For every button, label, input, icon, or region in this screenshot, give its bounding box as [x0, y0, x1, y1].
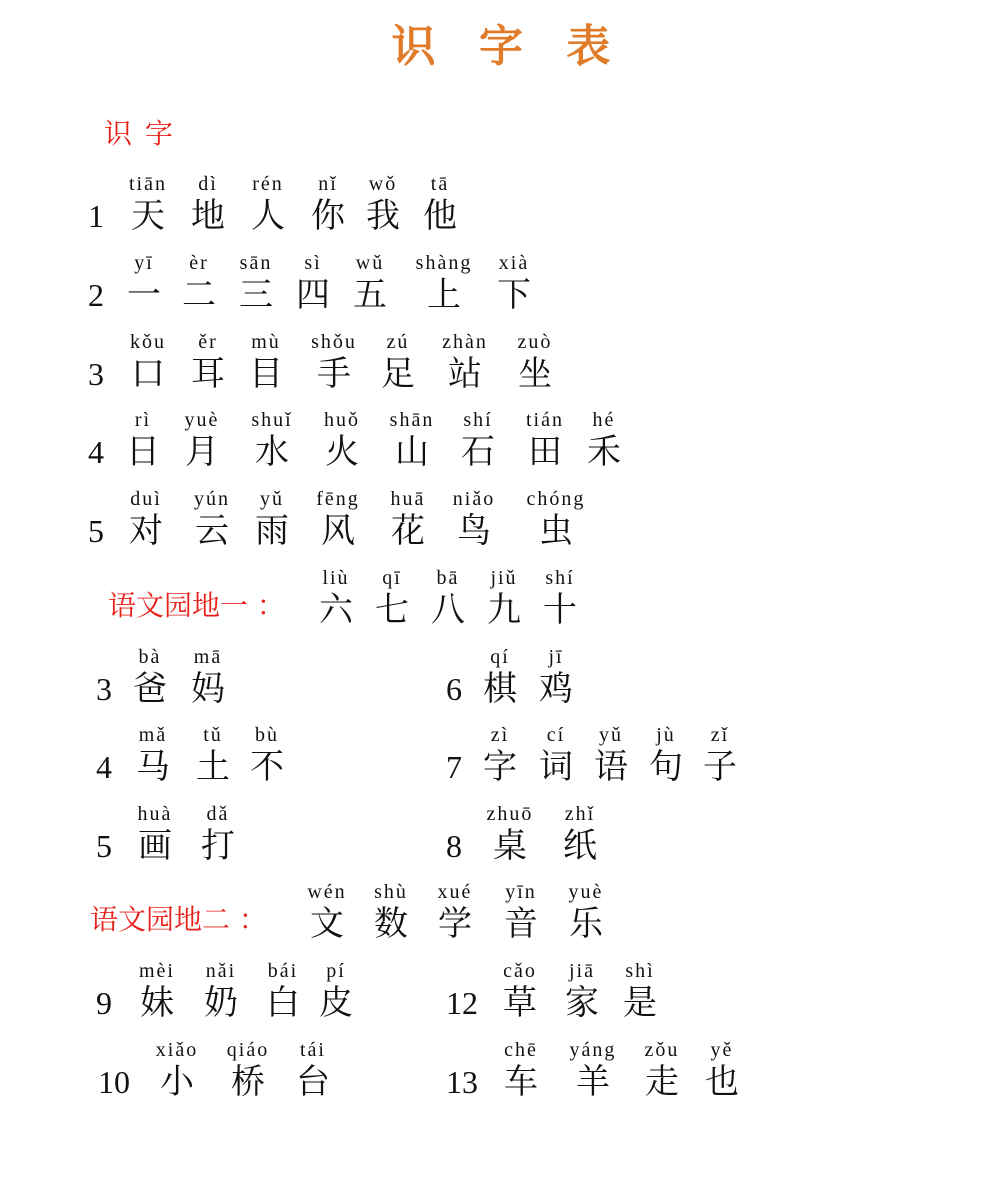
hanzi: 目	[249, 354, 283, 394]
pinyin: xiǎo	[155, 1039, 199, 1061]
pinyin: sì	[304, 252, 322, 274]
pinyin: zhuō	[486, 803, 534, 825]
pinyin: yī	[134, 252, 154, 274]
hanzi: 学	[438, 904, 472, 944]
hanzi: 花	[391, 511, 425, 551]
pinyin: jù	[656, 724, 676, 746]
hanzi: 语	[594, 747, 628, 787]
pinyin: tiān	[129, 173, 167, 195]
character-cell	[377, 408, 447, 472]
table-row	[0, 792, 986, 866]
pinyin: yuè	[568, 881, 604, 903]
lesson-number: 6	[446, 671, 462, 707]
hanzi: 乐	[569, 904, 603, 944]
character-cell	[443, 408, 513, 472]
hanzi: 雨	[255, 511, 289, 551]
pinyin: mǎ	[138, 724, 168, 746]
lesson-number: 3	[88, 356, 104, 392]
pinyin: zuò	[517, 331, 553, 353]
pinyin: wén	[307, 881, 347, 903]
hanzi: 八	[431, 590, 465, 630]
pinyin: yuè	[184, 409, 220, 431]
hanzi: 天	[131, 196, 165, 236]
hanzi: 白	[266, 983, 300, 1023]
lesson-number: 4	[88, 434, 104, 470]
character-cell	[303, 487, 373, 551]
pinyin: cǎo	[503, 960, 537, 982]
pinyin: hé	[592, 409, 616, 431]
pinyin: ěr	[198, 331, 218, 353]
pinyin: dǎ	[206, 803, 230, 825]
hanzi: 耳	[191, 354, 225, 394]
hanzi: 爸	[133, 669, 167, 709]
pinyin: tā	[430, 173, 450, 195]
pinyin: yáng	[569, 1039, 617, 1061]
table-row	[0, 1028, 986, 1102]
pinyin: jiǔ	[490, 567, 518, 589]
pinyin: rì	[134, 409, 152, 431]
pinyin: bái	[267, 960, 299, 982]
pinyin: sān	[239, 252, 273, 274]
pinyin: yīn	[505, 881, 537, 903]
hanzi: 羊	[576, 1062, 610, 1102]
pinyin: nǐ	[318, 173, 338, 195]
character-cell	[521, 645, 591, 709]
character-cell	[430, 330, 500, 394]
pinyin: jiā	[569, 960, 595, 982]
hanzi: 五	[353, 275, 387, 315]
hanzi: 坐	[518, 354, 552, 394]
pinyin: fēng	[316, 488, 360, 510]
hanzi: 水	[255, 432, 289, 472]
pinyin: shù	[374, 881, 408, 903]
character-cell	[111, 487, 181, 551]
hanzi: 打	[201, 826, 235, 866]
character-cell	[558, 1038, 628, 1102]
hanzi: 十	[543, 590, 577, 630]
section-heading-yuandi-1: 语文园地一 ：	[108, 589, 285, 622]
character-cell	[405, 172, 475, 236]
character-cell	[409, 251, 479, 315]
section-heading-yuandi-2: 语文园地二 ：	[90, 903, 267, 936]
hanzi: 二	[182, 275, 216, 315]
pinyin: jī	[548, 646, 564, 668]
pinyin: mèi	[139, 960, 175, 982]
character-cell	[685, 723, 755, 787]
pinyin: wǒ	[368, 173, 398, 195]
pinyin: zì	[490, 724, 510, 746]
lesson-number: 3	[96, 671, 112, 707]
pinyin: liù	[322, 567, 350, 589]
table-row	[0, 477, 986, 551]
hanzi: 下	[497, 275, 531, 315]
table-row	[0, 635, 986, 709]
pinyin: wǔ	[355, 252, 385, 274]
hanzi: 日	[126, 432, 160, 472]
character-cell	[687, 1038, 757, 1102]
hanzi: 台	[296, 1062, 330, 1102]
character-cell	[486, 880, 556, 944]
pinyin: pí	[326, 960, 346, 982]
hanzi: 妹	[140, 983, 174, 1023]
hanzi: 山	[395, 432, 429, 472]
lesson-number: 7	[446, 749, 462, 785]
pinyin: qiáo	[226, 1039, 270, 1061]
hanzi: 地	[191, 196, 225, 236]
character-cell	[525, 566, 595, 630]
pinyin: xià	[498, 252, 530, 274]
character-cell	[479, 251, 549, 315]
hanzi: 四	[296, 275, 330, 315]
character-cell	[569, 408, 639, 472]
pinyin: èr	[189, 252, 209, 274]
character-cell	[521, 487, 591, 551]
hanzi: 站	[448, 354, 482, 394]
pinyin: bù	[255, 724, 279, 746]
pinyin: zǐ	[710, 724, 730, 746]
pinyin: huā	[390, 488, 426, 510]
pinyin: xué	[437, 881, 473, 903]
pinyin: rén	[252, 173, 284, 195]
section-heading-shizi: 识 字	[104, 117, 175, 150]
table-row	[0, 949, 986, 1023]
character-cell	[420, 880, 490, 944]
pinyin: qí	[490, 646, 510, 668]
hanzi: 禾	[587, 432, 621, 472]
character-cell	[373, 487, 443, 551]
character-cell	[485, 959, 555, 1023]
character-cell	[299, 330, 369, 394]
hanzi: 口	[131, 354, 165, 394]
hanzi: 手	[317, 354, 351, 394]
lesson-number: 13	[446, 1064, 478, 1100]
pinyin: chē	[504, 1039, 538, 1061]
hanzi: 上	[427, 275, 461, 315]
pinyin: shǒu	[311, 331, 357, 353]
hanzi: 词	[539, 747, 573, 787]
table-row	[0, 162, 986, 236]
lesson-number: 2	[88, 277, 104, 313]
character-cell	[500, 330, 570, 394]
pinyin: dì	[198, 173, 218, 195]
pinyin: chóng	[526, 488, 586, 510]
table-row	[0, 241, 986, 315]
lesson-number: 5	[96, 828, 112, 864]
pinyin: shàng	[415, 252, 473, 274]
lesson-number: 5	[88, 513, 104, 549]
hanzi: 车	[504, 1062, 538, 1102]
character-cell	[335, 251, 405, 315]
character-cell	[307, 408, 377, 472]
hanzi: 九	[487, 590, 521, 630]
page-title: 识 字 表	[391, 21, 625, 72]
table-row	[0, 556, 986, 630]
hanzi: 桌	[493, 826, 527, 866]
hanzi: 云	[195, 511, 229, 551]
hanzi: 句	[649, 747, 683, 787]
hanzi: 奶	[204, 983, 238, 1023]
lesson-number: 8	[446, 828, 462, 864]
hanzi: 画	[138, 826, 172, 866]
hanzi: 足	[381, 354, 415, 394]
hanzi: 月	[185, 432, 219, 472]
pinyin: zhàn	[442, 331, 488, 353]
hanzi: 他	[423, 196, 457, 236]
pinyin: duì	[130, 488, 162, 510]
hanzi: 火	[325, 432, 359, 472]
hanzi: 数	[374, 904, 408, 944]
pinyin: zǒu	[644, 1039, 680, 1061]
pinyin: tái	[300, 1039, 326, 1061]
hanzi: 我	[366, 196, 400, 236]
hanzi: 草	[503, 983, 537, 1023]
hanzi: 桥	[231, 1062, 265, 1102]
hanzi: 三	[239, 275, 273, 315]
pinyin: zhǐ	[564, 803, 596, 825]
lesson-number: 4	[96, 749, 112, 785]
character-cell	[551, 880, 621, 944]
hanzi: 田	[528, 432, 562, 472]
pinyin: niǎo	[452, 488, 496, 510]
pinyin: kǒu	[130, 331, 166, 353]
hanzi: 家	[565, 983, 599, 1023]
pinyin: mā	[193, 646, 223, 668]
table-row	[0, 870, 986, 944]
character-cell	[605, 959, 675, 1023]
lesson-number: 12	[446, 985, 478, 1021]
hanzi: 纸	[563, 826, 597, 866]
pinyin: shí	[545, 567, 575, 589]
hanzi: 不	[250, 747, 284, 787]
character-cell	[292, 880, 362, 944]
table-row	[0, 713, 986, 787]
pinyin: shuǐ	[251, 409, 293, 431]
pinyin: qī	[382, 567, 402, 589]
pinyin: yún	[194, 488, 230, 510]
character-cell	[545, 802, 615, 866]
hanzi: 鸡	[539, 669, 573, 709]
table-row	[0, 398, 986, 472]
hanzi: 六	[319, 590, 353, 630]
character-cell	[167, 408, 237, 472]
character-cell	[237, 408, 307, 472]
character-cell	[356, 880, 426, 944]
pinyin: bà	[138, 646, 162, 668]
character-cell	[363, 330, 433, 394]
hanzi: 妈	[191, 669, 225, 709]
pinyin: shí	[463, 409, 493, 431]
hanzi: 文	[310, 904, 344, 944]
character-cell	[486, 1038, 556, 1102]
pinyin: bā	[436, 567, 460, 589]
pinyin: tǔ	[203, 724, 223, 746]
hanzi: 皮	[319, 983, 353, 1023]
pinyin: huà	[137, 803, 173, 825]
pinyin: shān	[389, 409, 435, 431]
hanzi: 马	[136, 747, 170, 787]
hanzi: 一	[127, 275, 161, 315]
table-row	[0, 320, 986, 394]
hanzi: 虫	[539, 511, 573, 551]
pinyin: cí	[546, 724, 566, 746]
hanzi: 也	[705, 1062, 739, 1102]
hanzi: 人	[251, 196, 285, 236]
character-cell	[231, 330, 301, 394]
hanzi: 对	[129, 511, 163, 551]
pinyin: yě	[710, 1039, 734, 1061]
pinyin: huǒ	[324, 409, 360, 431]
hanzi: 棋	[483, 669, 517, 709]
hanzi: 字	[483, 747, 517, 787]
character-cell	[237, 487, 307, 551]
hanzi: 音	[504, 904, 538, 944]
pinyin: zú	[386, 331, 410, 353]
lesson-number: 9	[96, 985, 112, 1021]
hanzi: 是	[623, 983, 657, 1023]
hanzi: 子	[703, 747, 737, 787]
hanzi: 风	[321, 511, 355, 551]
pinyin: shì	[625, 960, 655, 982]
pinyin: yǔ	[260, 488, 284, 510]
hanzi: 石	[461, 432, 495, 472]
pinyin: tián	[526, 409, 564, 431]
hanzi: 土	[196, 747, 230, 787]
pinyin: yǔ	[599, 724, 623, 746]
hanzi: 鸟	[457, 511, 491, 551]
hanzi: 走	[645, 1062, 679, 1102]
hanzi: 七	[375, 590, 409, 630]
character-cell	[475, 802, 545, 866]
hanzi: 你	[311, 196, 345, 236]
lesson-number: 10	[98, 1064, 130, 1100]
pinyin: mù	[251, 331, 281, 353]
pinyin: nǎi	[205, 960, 237, 982]
hanzi: 小	[160, 1062, 194, 1102]
lesson-number: 1	[88, 198, 104, 234]
character-cell	[439, 487, 509, 551]
